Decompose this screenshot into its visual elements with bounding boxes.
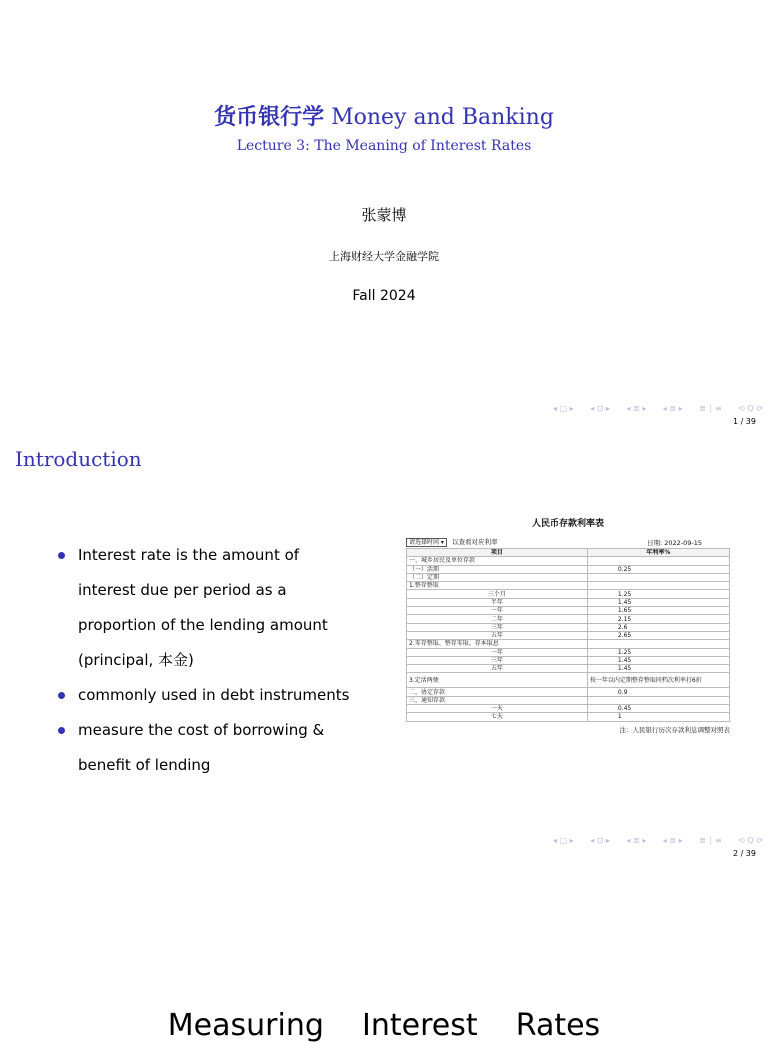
table-row bbox=[407, 623, 730, 631]
table-cell-rate: 0.9 bbox=[587, 688, 729, 696]
nav-subsection-icon[interactable]: ◂ ⊡ ▸ bbox=[590, 835, 611, 845]
nav-section-icon[interactable]: ◂ ≣ ▸ bbox=[626, 403, 647, 413]
rate-table bbox=[406, 548, 730, 722]
table-row bbox=[407, 673, 730, 688]
table-cell-rate: 按一年以内定期整存整取同档次利率打6折 bbox=[587, 673, 729, 688]
rate-date: 日期: 2022-09-15 bbox=[646, 538, 702, 547]
introduction-slide bbox=[0, 432, 768, 864]
table-cell-rate: 0.25 bbox=[587, 565, 729, 573]
table-cell-item: 三、通知存款 bbox=[407, 696, 588, 704]
rate-table-body bbox=[407, 557, 730, 721]
table-row bbox=[407, 648, 730, 656]
slide-title: Measuring Interest Rates bbox=[167, 1008, 601, 1043]
table-cell-item: 一年 bbox=[407, 607, 588, 615]
table-cell-item: 五年 bbox=[407, 631, 588, 639]
table-row bbox=[407, 557, 730, 565]
measuring-slide bbox=[0, 864, 768, 1043]
bullet-dot-icon bbox=[58, 692, 65, 699]
date-select[interactable]: 请选择时间 ▾ bbox=[406, 538, 447, 547]
presentation-subtitle: Lecture 3: The Meaning of Interest Rates bbox=[236, 138, 532, 154]
table-cell-rate bbox=[587, 557, 729, 565]
table-cell-rate bbox=[587, 582, 729, 590]
table-cell-item: 1.整存整取 bbox=[407, 582, 588, 590]
bullet-item: commonly used in debt instruments bbox=[56, 678, 376, 713]
table-row bbox=[407, 696, 730, 704]
table-row bbox=[407, 665, 730, 673]
page-number: 2 / 39 bbox=[732, 849, 756, 858]
table-cell-rate: 1.25 bbox=[587, 590, 729, 598]
table-row bbox=[407, 705, 730, 713]
table-cell-item: 七天 bbox=[407, 713, 588, 721]
table-cell-rate: 2.6 bbox=[587, 623, 729, 631]
nav-subsubsection-icon[interactable]: ◂ ≣ ▸ bbox=[662, 403, 683, 413]
title-slide bbox=[0, 0, 768, 432]
table-row bbox=[407, 582, 730, 590]
table-cell-item: （一）活期 bbox=[407, 565, 588, 573]
table-cell-rate: 1.45 bbox=[587, 598, 729, 606]
table-cell-item: （二）定期 bbox=[407, 573, 588, 581]
table-cell-item: 二、协定存款 bbox=[407, 688, 588, 696]
nav-align-icon[interactable]: ≣ ∣ ≡ bbox=[699, 835, 722, 845]
table-cell-item: 五年 bbox=[407, 665, 588, 673]
nav-search-icon[interactable]: ⟲ Q ⟳ bbox=[738, 403, 763, 413]
table-row bbox=[407, 573, 730, 581]
bullet-dot-icon bbox=[58, 727, 65, 734]
nav-search-icon[interactable]: ⟲ Q ⟳ bbox=[738, 835, 763, 845]
table-row bbox=[407, 631, 730, 639]
table-row bbox=[407, 640, 730, 648]
table-row bbox=[407, 590, 730, 598]
table-row bbox=[407, 656, 730, 664]
table-cell-rate: 1 bbox=[587, 713, 729, 721]
nav-subsubsection-icon[interactable]: ◂ ≣ ▸ bbox=[662, 835, 683, 845]
table-cell-rate bbox=[587, 640, 729, 648]
table-cell-item: 二年 bbox=[407, 615, 588, 623]
nav-frame-icon[interactable]: ◂ □ ▸ bbox=[553, 403, 574, 413]
table-cell-rate bbox=[587, 696, 729, 704]
presentation-title bbox=[0, 100, 768, 131]
table-cell-rate bbox=[587, 573, 729, 581]
title-en: Money and Banking bbox=[331, 105, 554, 130]
deposit-rate-table-image bbox=[406, 516, 730, 734]
header-rate: 年利率% bbox=[587, 549, 729, 557]
table-cell-rate: 2.65 bbox=[587, 631, 729, 639]
table-cell-item: 一年 bbox=[407, 648, 588, 656]
table-cell-rate: 0.45 bbox=[587, 705, 729, 713]
nav-align-icon[interactable]: ≣ ∣ ≡ bbox=[699, 403, 722, 413]
author: 张蒙博 bbox=[361, 206, 407, 224]
bullet-list bbox=[56, 538, 376, 783]
frame-title: Introduction bbox=[15, 447, 142, 471]
select-hint: 以查看对应利率 bbox=[452, 538, 498, 546]
bullet-item: Interest rate is the amount of interest due per period as a proportion of the lending amount (principal, 本金) bbox=[56, 538, 376, 678]
table-cell-rate: 1.25 bbox=[587, 648, 729, 656]
table-cell-item: 3.定活两便 bbox=[407, 673, 588, 688]
table-row bbox=[407, 713, 730, 721]
table-row bbox=[407, 688, 730, 696]
date: Fall 2024 bbox=[352, 288, 416, 304]
rate-table-title: 人民币存款利率表 bbox=[531, 519, 604, 529]
beamer-navigation-bar bbox=[553, 403, 763, 413]
page-number: 1 / 39 bbox=[732, 417, 756, 426]
table-row bbox=[407, 565, 730, 573]
table-cell-item: 一天 bbox=[407, 705, 588, 713]
title-cjk: 货币银行学 bbox=[214, 105, 325, 130]
table-cell-item: 半年 bbox=[407, 598, 588, 606]
table-cell-item: 三个月 bbox=[407, 590, 588, 598]
bullet-item: measure the cost of borrowing & benefit of lending bbox=[56, 713, 376, 783]
table-cell-item: 三年 bbox=[407, 623, 588, 631]
table-cell-rate: 1.65 bbox=[587, 607, 729, 615]
table-cell-item: 三年 bbox=[407, 656, 588, 664]
table-row bbox=[407, 615, 730, 623]
rate-table-note: 注：人民银行历次存款利息调整对照表 bbox=[619, 725, 730, 734]
table-header-row bbox=[407, 549, 730, 557]
table-cell-rate: 2.15 bbox=[587, 615, 729, 623]
table-cell-rate: 1.45 bbox=[587, 656, 729, 664]
institute: 上海财经大学金融学院 bbox=[329, 250, 439, 263]
table-row bbox=[407, 607, 730, 615]
bullet-dot-icon bbox=[58, 552, 65, 559]
beamer-navigation-bar bbox=[553, 835, 763, 845]
nav-section-icon[interactable]: ◂ ≣ ▸ bbox=[626, 835, 647, 845]
header-item: 项目 bbox=[407, 549, 588, 557]
nav-frame-icon[interactable]: ◂ □ ▸ bbox=[553, 835, 574, 845]
nav-subsection-icon[interactable]: ◂ ⊡ ▸ bbox=[590, 403, 611, 413]
table-row bbox=[407, 598, 730, 606]
table-cell-item: 一、城乡居民及单位存款 bbox=[407, 557, 588, 565]
table-cell-rate: 1.45 bbox=[587, 665, 729, 673]
rate-table-controls bbox=[406, 537, 730, 547]
table-cell-item: 2.零存整取、整存零取、存本取息 bbox=[407, 640, 588, 648]
